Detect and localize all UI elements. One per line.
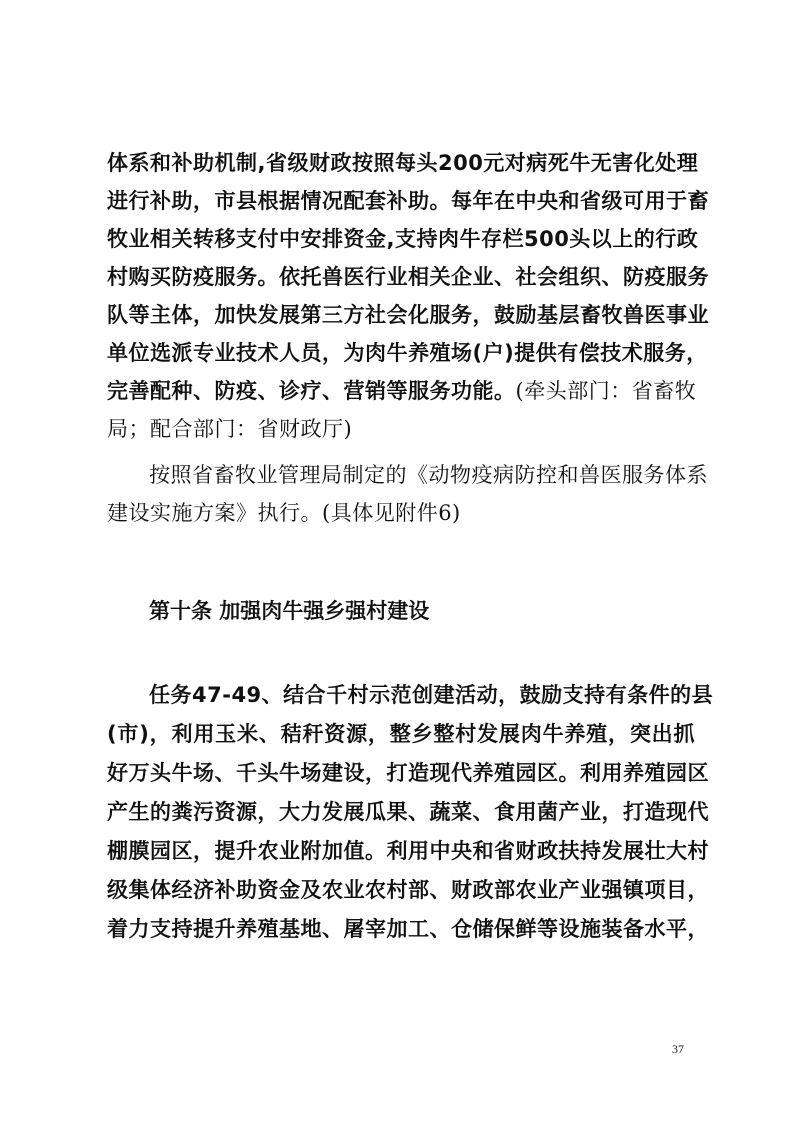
dept-note: (牵头部门：省畜牧 — [515, 379, 697, 403]
page-number: 37 — [672, 1042, 684, 1056]
section-title: 第十条 加强肉牛强乡强村建设 — [149, 599, 430, 623]
paragraph-line: 建设实施方案》执行。(具体见附件6) — [107, 501, 461, 525]
paragraph-line: 任务47-49、结合千村示范创建活动，鼓励支持有条件的县 — [149, 683, 714, 707]
paragraph-line: 产生的粪污资源，大力发展瓜果、蔬菜、食用菌产业，打造现代 — [107, 800, 709, 824]
paragraph-line: 棚膜园区，提升农业附加值。利用中央和省财政扶持发展壮大村 — [107, 839, 709, 863]
paragraph-line: 牧业相关转移支付中安排资金,支持肉牛存栏500头以上的行政 — [107, 227, 699, 251]
paragraph-line: (市)，利用玉米、秸秆资源，整乡整村发展肉牛养殖，突出抓 — [107, 722, 695, 746]
paragraph-line: 级集体经济补助资金及农业农村部、财政部农业产业强镇项目， — [107, 878, 709, 902]
paragraph-line: 体系和补助机制,省级财政按照每头200元对病死牛无害化处理 — [107, 151, 699, 175]
paragraph-line: 按照省畜牧业管理局制定的《动物疫病防控和兽医服务体系 — [149, 463, 708, 487]
paragraph-line: 好万头牛场、千头牛场建设，打造现代养殖园区。利用养殖园区 — [107, 761, 709, 785]
paragraph-line: 单位选派专业技术人员，为肉牛养殖场(户)提供有偿技术服务， — [107, 341, 708, 365]
paragraph-line: 村购买防疫服务。依托兽医行业相关企业、社会组织、防疫服务 — [107, 265, 709, 289]
paragraph-line — [107, 376, 695, 406]
bold-text: 完善配种、防疫、诊疗、营销等服务功能。 — [107, 379, 516, 403]
paragraph-line: 着力支持提升养殖基地、屠宰加工、仓储保鲜等设施装备水平， — [107, 917, 709, 941]
paragraph-line: 进行补助，市县根据情况配套补助。每年在中央和省级可用于畜 — [107, 189, 709, 213]
paragraph-line: 队等主体，加快发展第三方社会化服务，鼓励基层畜牧兽医事业 — [107, 303, 709, 327]
paragraph-line: 局；配合部门：省财政厅) — [107, 417, 353, 441]
